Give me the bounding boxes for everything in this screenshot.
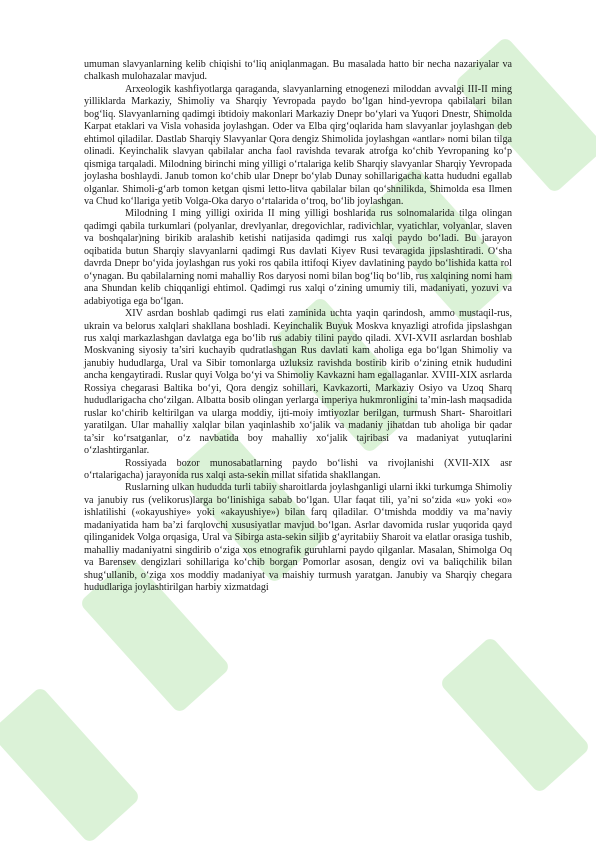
paragraph-3: Milodning I ming yilligi oxirida II ming yilligi boshlarida rus solnomalarida tilga olingan qadimgi qabila turkumlari (polyanlar, drevlyanlar, dregovichlar, radivichlar, vyatichlar, volyanlar, slaven va boshqalar)ning birikib aralashib ketishi natijasida qadimgi rus xalqi paydo bo‘ladi. Bu jarayon oqibatida butun Sharqiy slavyanlarni qadimgi Rus davlati Kiyev Rusi tevaragida jipslashtiradi. O‘sha davrda Dnepr bo‘yida joylashgan rus yoki ros qabila ittifoqi Kiyev davlatining paydo bo‘lishida katta rol o‘ynagan. Bu qabilalarning nomi mahalliy Ros daryosi nomi bilan bog‘liq bo‘lib, rus xalqining nomi ham ana Shundan kelib chiqqanligi ehtimol. Qadimgi rus xalqi o‘zining umumiy tili, madaniyati, yozuvi va adabiyotiga ega bo‘lgan. <box>84 208 512 307</box>
paragraph-6: Ruslarning ulkan hududda turli tabiiy sharoitlarda joylashganligi ularni ikki turkumga Shimoliy va janubiy rus (velikorus)larga bo‘linishiga sabab bo‘lgan. Ular faqat tili, ya’ni so‘zida «u» yoki «o» ishlatilishi («okayushiye» yoki «akayushiye») bilan farq qiladilar. O‘tmishda moddiy va ma’naviy madaniyatida ham ba’zi farqlovchi xususiyatlar mavjud bo‘lgan. Asrlar davomida ruslar yuqorida qayd qilinganidek Volga orqasiga, Ural va Sibirga asta-sekin siljib g‘ayritabiiy Sharoit va elatlar orasiga tushib, mahalliy madaniyatni singdirib o‘ziga xos etnografik guruhlarni paydo qilganlar. Masalan, Shimolga Oq va Barensev dengizlari sohillariga ko‘chib borgan Pomorlar asosan, dengiz ovi va baliqchilik bilan shug‘ullanib, o‘ziga xos moddiy madaniyat va maishiy turmush yaratgan. Janubiy va Sharqiy chegara hududlariga joylashtirilgan harbiy xizmatdagi <box>84 482 512 594</box>
paragraph-1: umuman slavyanlarning kelib chiqishi to‘liq aniqlanmagan. Bu masalada hatto bir necha nazariyalar va chalkash mulohazalar mavjud. <box>84 59 512 83</box>
paragraph-2: Arxeologik kashfiyotlarga qaraganda, slavyanlarning etnogenezi miloddan avvalgi III-II ming yilliklarda Markaziy, Shimoliy va Sharqiy Yevropada paydo bo‘lgan hind-yevropa qabilalari bilan bog‘liq. Slavyanlarning qadimgi ibtidoiy makonlari Markaziy Dnepr bo‘ylari va Yuqori Dnestr, Shimolda Karpat etaklari va Visla vohasida joylashgan. Oder va Elba qirg‘oqlarida ham slavyanlar joylashgan deb ehtimol qiladilar. Dastlab Sharqiy Slavyanlar Qora dengiz Shimolida joylashgan «antlar» nomi bilan tilga olinadi. Keyinchalik slavyan qabilalar ancha faol ravishda tevarak atrofga ko‘chib Yevropaning ko‘p qismiga tarqaladi. Milodning birinchi ming yilligi o‘rtalariga kelib Sharqiy slavyanlar Sharqiy Yevropada joylasha boshlaydi. Janub tomon ko‘chib ular Dnepr bo‘ylab Dunay sohillarigacha katta hududni egallab olganlar. Shimoli-g‘arb tomon ketgan qismi letto-litva qabilalar bilan qo‘shnilikda, Shimolda esa Ilmen va Chud ko‘llariga yetib Volga-Oka daryo o‘rtalarida o‘troq, bo‘lib joylashgan. <box>84 83 512 207</box>
paragraph-5: Rossiyada bozor munosabatlarning paydo bo‘lishi va rivojlanishi (XVII-XIX asr o‘rtalarigacha) jarayonida rus xalqi asta-sekin millat sifatida shakllangan. <box>84 457 512 481</box>
paragraph-4: XIV asrdan boshlab qadimgi rus elati zaminida uchta yaqin qarindosh, ammo mustaqil-rus, ukrain va belorus xalqlari shakllana boshladi. Keyinchalik Buyuk Moskva knyazligi atrofida jipslashgan rus xalqi markazlashgan davlatga ega bo‘lib rus adabiy tilini paydo qiladi. XVI-XVII asrlardan boshlab Moskvaning siyosiy ta’siri kuchayib qudratlashgan Rus davlati kam aholiga ega bo‘lgan Shimoliy va janubiy hududlarga, Ural va Sibir tomonlarga uzluksiz ravishda bostirib kirib o‘zining etnik hududini ancha kengaytiradi. Ruslar quyi Volga bo‘yi va Shimoliy Kavkazni ham egallaganlar. XVIII-XIX asrlarda Rossiya chegarasi Baltika bo‘yi, Qora dengiz sohillari, Kavkazorti, Markaziy Osiyo va Uzoq Sharq hududlarigacha cho‘zilgan. Albatta bosib olingan yerlarga imperiya hukmronligini ta’min-lash maqsadida ruslar ko‘chirib keltirilgan va ularga moddiy, ijti-moiy imtiyozlar berilgan, turmush Shart- Sharoitlari yaratilgan. Ular mahalliy xalqlar bilan yaqinlashib xo‘jalik va madaniy jihatdan tub aholiga bir qadar ta’sir ko‘rsatganlar, o‘z navbatida boy mahalliy xo‘jalik tajribasi va madaniyat yutuqlarini o‘zlashtirganlar. <box>84 308 512 457</box>
document-page <box>84 59 512 594</box>
